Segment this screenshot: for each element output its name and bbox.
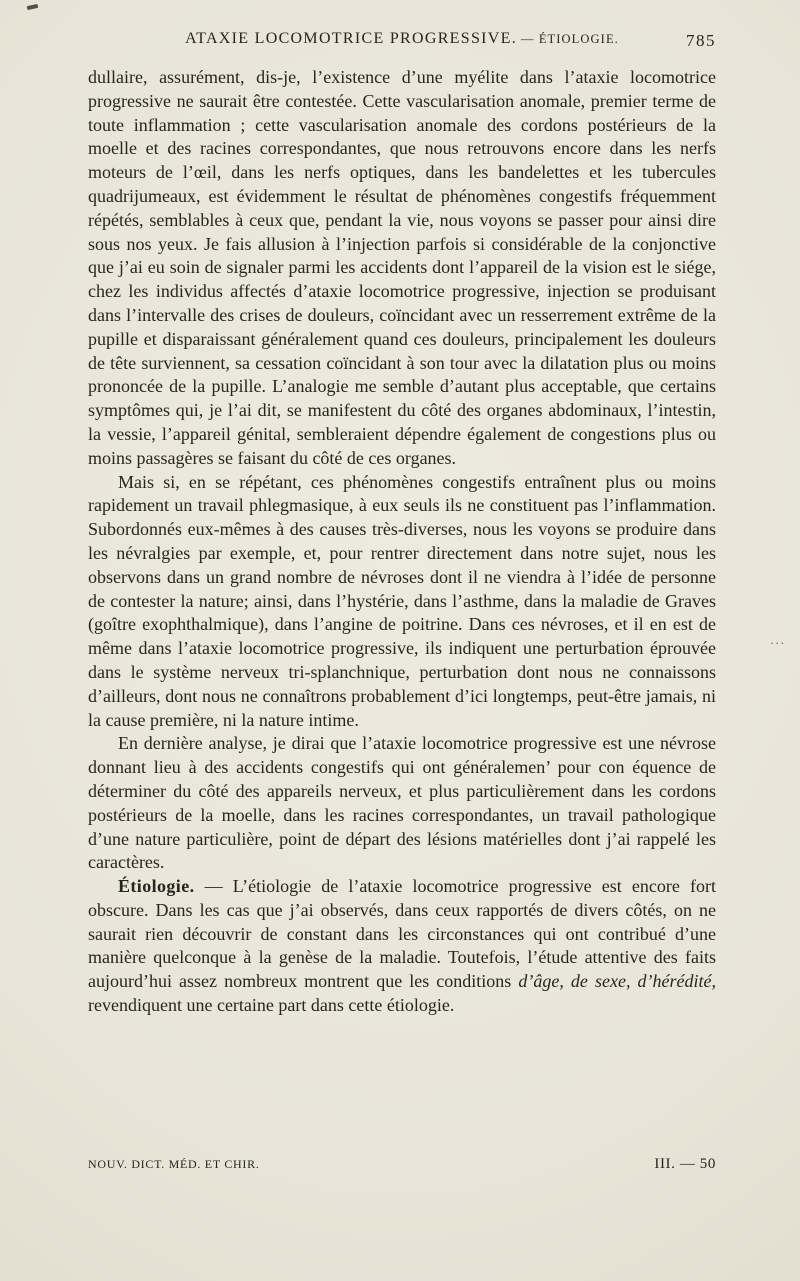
page-footer [88, 1156, 716, 1173]
etiologie-text-1: — L’étiologie de l’ataxie locomotrice progressive est encore fort obscure. Dans les cas que j’ai observés, dans ceux rapportés de divers côtés, on ne saurait rien découvrir de constant dans les circonstances qui ont contribué d’une manière quelconque à la genèse de la maladie. Toutefois, l’étude attentive des faits aujourd’hui assez nombreux montrent que les conditions [88, 876, 716, 992]
page-body [88, 66, 716, 1018]
etiologie-text-2: revendiquent une certaine part dans cette étiologie. [88, 995, 455, 1016]
footer-signature: NOUV. DICT. MÉD. ET CHIR. [88, 1157, 260, 1171]
page-number: 785 [686, 31, 716, 50]
etiologie-italic-phrase: d’âge, de sexe, d’hérédité, [518, 971, 716, 992]
paragraph-etiologie [88, 875, 716, 1018]
paragraph-2: Mais si, en se répétant, ces phénomènes congestifs entraînent plus ou moins rapidement un travail phlegmasique, à eux seuls ils ne constituent pas l’inflammation. Subordonnés eux-mêmes à des causes très-diverses, nous les voyons se produire dans les névralgies par exemple, et, pour rentrer directement dans notre sujet, nous les observons dans un grand nombre de névroses dont il ne viendra à l’idée de personne de contester la nature; ainsi, dans l’hystérie, dans l’asthme, dans la maladie de Graves (goître exophthalmique), dans l’angine de poitrine. Dans ces névroses, et il en est de même dans l’ataxie locomotrice progressive, ils indiquent une perturbation éprouvée dans le système nerveux tri-splanchnique, perturbation dont nous ne connaissons d’ailleurs, dont nous ne connaîtrons probablement d’ici longtemps, peut-être jamais, ni la cause première, ni la nature intime. [88, 471, 716, 730]
paragraph-3: En dernière analyse, je dirai que l’ataxie locomotrice progressive est une névrose donnant lieu à des accidents congestifs qui ont généralemen’ pour con équence de déterminer du côté des appareils nerveux, et plus particulièrement dans les cordons postérieurs de la moelle, dans les racines correspondantes, un travail pathologique d’une nature particulière, point de départ des lésions matérielles dont j’ai rappelé les caractères. [88, 733, 716, 873]
etiologie-heading: Étiologie. [118, 876, 195, 897]
running-title: ATAXIE LOCOMOTRICE PROGRESSIVE. [185, 30, 517, 47]
scan-artifact-dots: ... [770, 632, 786, 647]
running-title-section: — ÉTIOLOGIE. [521, 32, 619, 46]
scan-artifact-corner [27, 4, 39, 10]
page-header [88, 30, 716, 58]
footer-volume-number: III. — 50 [654, 1156, 716, 1172]
paragraph-1: dullaire, assurément, dis-je, l’existence d’une myélite dans l’ataxie locomotrice progressive ne saurait être contestée. Cette vascularisation anomale, premier terme de toute inflammation ; cette vascularisation anomale des cordons postérieurs de la moelle et des racines correspondantes, que nous retrouvons encore dans les nerfs moteurs de l’œil, dans les nerfs optiques, dans les bandelettes et les tubercules quadrijumeaux, est évidemment le résultat de phénomènes congestifs fréquemment répétés, semblables à ceux que, pendant la vie, nous voyons se passer pour ainsi dire sous nos yeux. Je fais allusion à l’injection parfois si considérable de la conjonctive que j’ai eu soin de signaler parmi les accidents dont l’appareil de la vision est le siége, chez les individus affectés d’ataxie locomotrice progressive, injection se produisant dans l’intervalle des crises de douleurs, coïncidant avec un resserrement extrême de la pupille et disparaissant généralement quand ces douleurs, principalement les douleurs de tête surviennent, sa cessation coïncidant à son tour avec la dilatation plus ou moins prononcée de la pupille. L’analogie me semble d’autant plus acceptable, que certains symptômes qui, je l’ai dit, se manifestent du côté des organes abdominaux, l’intestin, la vessie, l’appareil génital, sembleraient dépendre également de congestions plus ou moins passagères se faisant du côté de ces organes. [88, 67, 716, 468]
